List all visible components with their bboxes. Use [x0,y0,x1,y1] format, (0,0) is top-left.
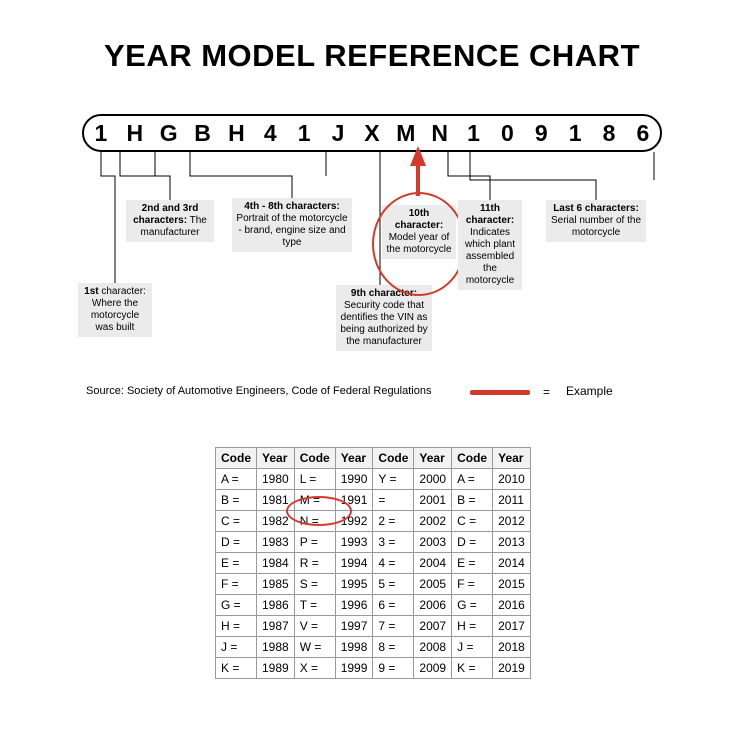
callout-10th-head: 10th character: [394,208,444,231]
cell: 5 = [373,574,414,595]
cell: F = [452,574,493,595]
callout-4th-8th-characters [232,198,352,252]
cell: L = [294,469,335,490]
year-code-table-wrap [215,447,531,679]
cell: 2009 [414,658,452,679]
vin-char-6: 4 [263,119,277,146]
cell: 1994 [335,553,373,574]
cell: 4 = [373,553,414,574]
cell: B = [452,490,493,511]
cell: 2006 [414,595,452,616]
table-header-code-2: Code [294,448,335,469]
callout-11th-head: 11th character: [465,203,515,226]
callout-1st-body: character: Where the motorcycle was built [90,286,146,333]
cell: J = [452,637,493,658]
callout-9th-body: Security code that dentifies the VIN as being authorized by the manufacturer [340,300,428,347]
cell: 1995 [335,574,373,595]
callout-last-6-head: Last 6 characters: [553,203,639,214]
table-row [216,490,531,511]
table-header-row [216,448,531,469]
cell: = [373,490,414,511]
table-row [216,511,531,532]
table-header-year-1: Year [257,448,295,469]
cell: 2012 [493,511,531,532]
cell: S = [294,574,335,595]
cell: G = [216,595,257,616]
table-row [216,658,531,679]
table-header-code-3: Code [373,448,414,469]
callout-11th-body: Indicates which plant assembled the motorcycle [464,227,516,286]
vin-char-15: 1 [568,119,582,146]
cell: 1989 [257,658,295,679]
cell: 2004 [414,553,452,574]
table-row [216,616,531,637]
cell: F = [216,574,257,595]
table-header-year-3: Year [414,448,452,469]
legend-equals-sign: = [543,385,551,399]
cell: A = [452,469,493,490]
vin-char-4: B [194,119,211,146]
cell: 2011 [493,490,531,511]
cell: R = [294,553,335,574]
cell: 6 = [373,595,414,616]
cell: B = [216,490,257,511]
vin-char-13: 0 [501,119,514,146]
cell: 1986 [257,595,295,616]
vin-char-11: N [431,119,448,146]
vin-char-9: X [364,119,380,146]
cell: K = [216,658,257,679]
table-row [216,532,531,553]
cell: 2017 [493,616,531,637]
vin-char-2: H [126,119,144,146]
cell: 1996 [335,595,373,616]
vin-char-1: 1 [94,119,108,146]
vin-char-8: J [331,119,345,146]
vin-char-17: 6 [636,119,650,146]
callout-9th-head: 9th character: [350,288,418,299]
cell: N = [294,511,335,532]
cell: 1987 [257,616,295,637]
cell: Y = [373,469,414,490]
callout-10th-body: Model year of the motorcycle [386,232,452,255]
vin-capsule [82,114,662,152]
table-header-year-2: Year [335,448,373,469]
cell: H = [216,616,257,637]
cell: 2005 [414,574,452,595]
cell: 2 = [373,511,414,532]
table-row [216,469,531,490]
table-header-year-4: Year [493,448,531,469]
cell: 2001 [414,490,452,511]
cell: 2007 [414,616,452,637]
cell: 2016 [493,595,531,616]
cell: X = [294,658,335,679]
vin-char-5: H [228,119,245,146]
cell: 2010 [493,469,531,490]
cell: J = [216,637,257,658]
cell: 1984 [257,553,295,574]
highlight-ellipse-10th-character [372,192,466,296]
table-row [216,637,531,658]
page-title: YEAR MODEL REFERENCE CHART [103,38,641,73]
cell: P = [294,532,335,553]
callout-last-6-body: Serial number of the motorcycle [550,215,642,238]
callout-1st-character [78,283,152,337]
source-note: Source: Society of Automotive Engineers, Code of Federal Regulations [86,385,432,397]
cell: 1998 [335,637,373,658]
legend-label: Example [566,384,613,398]
table-row [216,574,531,595]
table-row [216,553,531,574]
cell: K = [452,658,493,679]
callout-1st-head: 1st [84,286,99,297]
cell: A = [216,469,257,490]
callout-4th-8th-body: Portrait of the motorcycle - brand, engine size and type [236,213,348,248]
table-header-code-1: Code [216,448,257,469]
cell: 1992 [335,511,373,532]
vin-char-16: 8 [602,119,616,146]
cell: 7 = [373,616,414,637]
callout-2nd-3rd-body: The manufacturer [140,215,207,238]
vin-char-12: 1 [467,119,480,146]
cell: C = [216,511,257,532]
cell: 1983 [257,532,295,553]
cell: 1993 [335,532,373,553]
year-code-table [215,447,531,679]
vin-char-3: G [159,119,178,146]
cell: H = [452,616,493,637]
cell: T = [294,595,335,616]
cell: 1990 [335,469,373,490]
vin-char-7: 1 [297,119,311,146]
legend-red-line-swatch [470,390,530,395]
cell: D = [452,532,493,553]
callout-11th-character [458,200,522,290]
cell-highlighted-year: 1991 [335,490,373,511]
red-arrow-10th [410,146,426,196]
table-row [216,595,531,616]
cell: 3 = [373,532,414,553]
table-header-code-4: Code [452,448,493,469]
cell: 9 = [373,658,414,679]
callout-4th-8th-head: 4th - 8th characters: [244,201,340,212]
cell: V = [294,616,335,637]
cell: 2013 [493,532,531,553]
cell: E = [452,553,493,574]
cell: 1988 [257,637,295,658]
cell: 2019 [493,658,531,679]
cell: C = [452,511,493,532]
cell-highlighted-code: M = [294,490,335,511]
cell: 1999 [335,658,373,679]
cell: 1980 [257,469,295,490]
cell: 1982 [257,511,295,532]
cell: 1985 [257,574,295,595]
cell: 2015 [493,574,531,595]
callout-last-6-characters [546,200,646,242]
cell: 1981 [257,490,295,511]
cell: E = [216,553,257,574]
cell: 8 = [373,637,414,658]
vin-char-10: M [396,119,416,146]
cell: W = [294,637,335,658]
cell: 2000 [414,469,452,490]
cell: 2003 [414,532,452,553]
cell: 2018 [493,637,531,658]
cell: 2008 [414,637,452,658]
cell: 1997 [335,616,373,637]
cell: 2014 [493,553,531,574]
cell: D = [216,532,257,553]
callout-2nd-3rd-characters [126,200,214,242]
cell: G = [452,595,493,616]
callout-2nd-3rd-head: 2nd and 3rd characters: [133,203,199,226]
cell: 2002 [414,511,452,532]
vin-char-14: 9 [534,119,548,146]
